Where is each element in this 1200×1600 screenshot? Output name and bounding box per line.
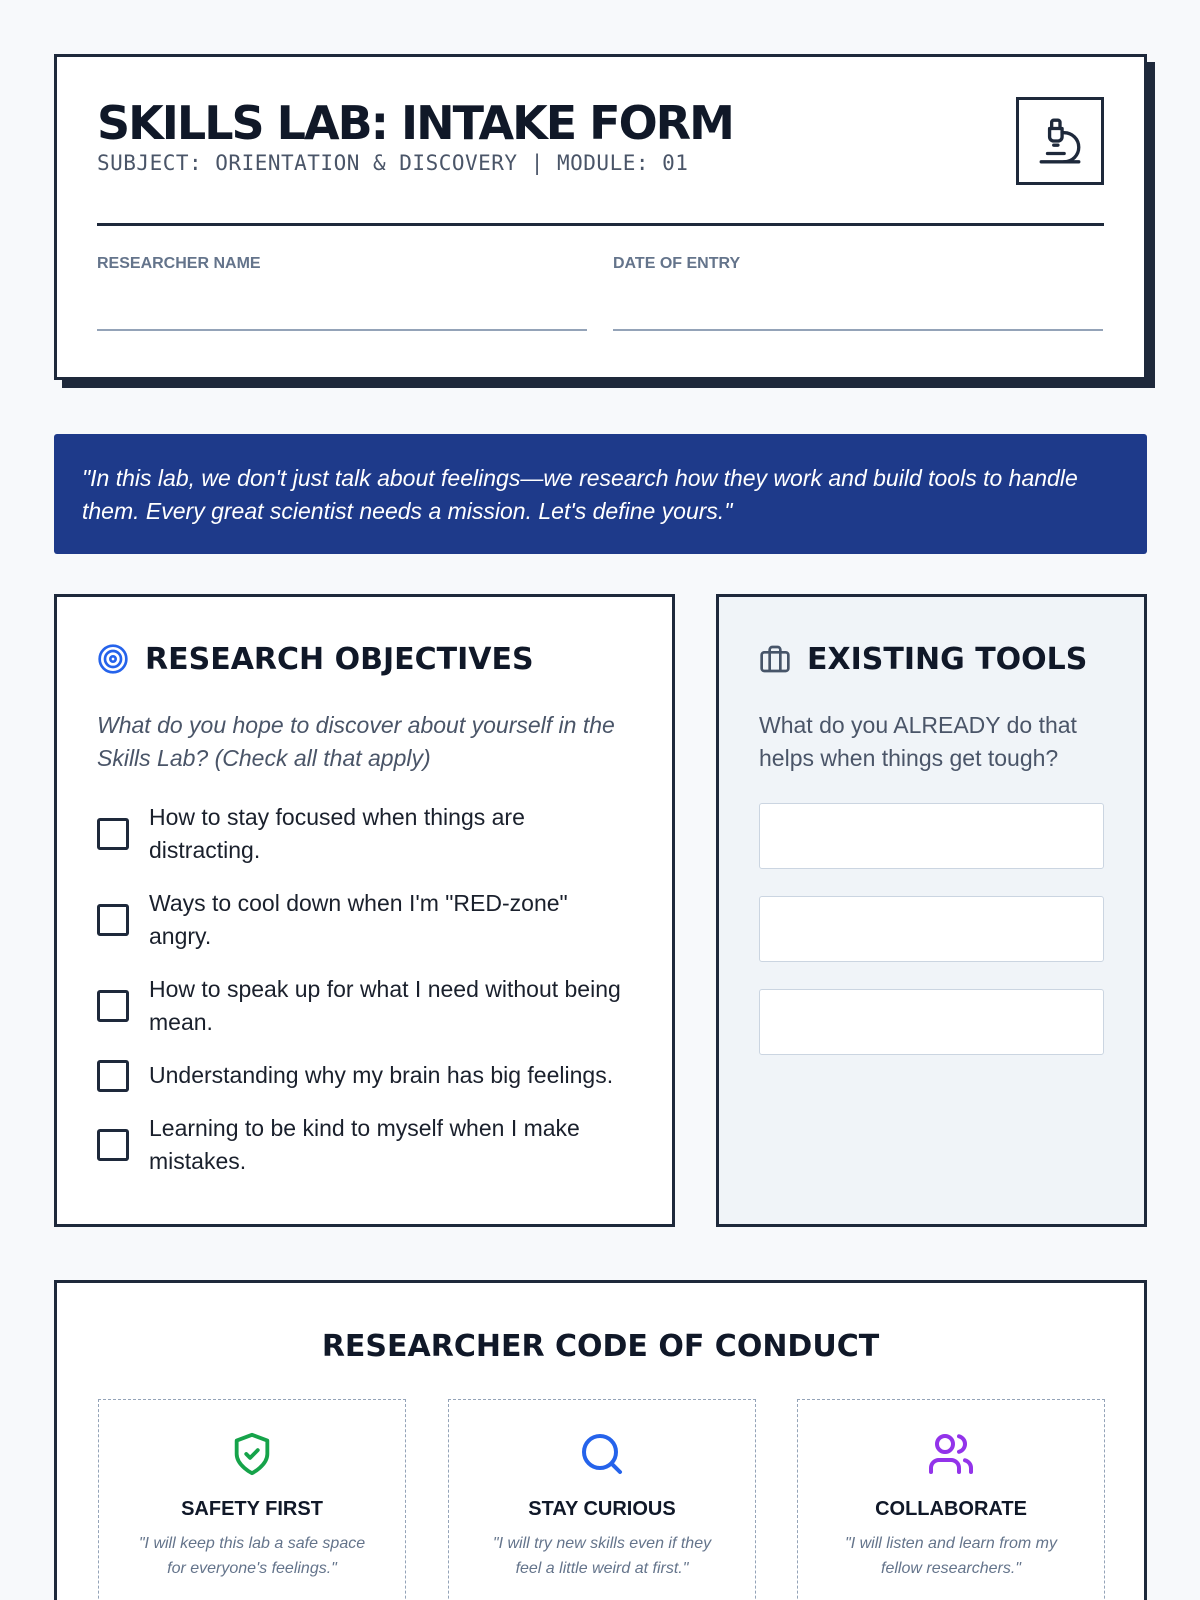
tools-prompt: What do you ALREADY do that helps when things get tough?: [759, 712, 1077, 771]
objective-label: Understanding why my brain has big feelings.: [149, 1062, 614, 1088]
tools-title: EXISTING TOOLS: [807, 641, 1088, 677]
objectives-prompt: What do you hope to discover about yourself in the Skills Lab? (Check all that apply): [97, 712, 615, 771]
rule-quote: "I will keep this lab a safe space for everyone's feelings.": [138, 1535, 366, 1577]
rule-title: COLLABORATE: [875, 1498, 1027, 1520]
conduct-title: RESEARCHER CODE OF CONDUCT: [321, 1329, 880, 1364]
rule-card-safety: [98, 1399, 406, 1600]
objective-item[interactable]: [97, 887, 632, 953]
page-subtitle: SUBJECT: ORIENTATION & DISCOVERY | MODULE: 01: [97, 151, 689, 175]
objective-checkbox[interactable]: [97, 990, 129, 1022]
objective-item[interactable]: [97, 1112, 632, 1178]
date-of-entry-field[interactable]: [613, 255, 1103, 273]
header-divider: [97, 223, 1104, 226]
objective-checkbox[interactable]: [97, 904, 129, 936]
research-objectives-panel: [54, 594, 675, 1227]
tool-input-1[interactable]: [759, 803, 1104, 869]
objective-item[interactable]: [97, 1059, 632, 1092]
date-of-entry-label: DATE OF ENTRY: [613, 255, 741, 272]
rule-title: SAFETY FIRST: [181, 1498, 323, 1520]
tool-input-2[interactable]: [759, 896, 1104, 962]
objective-item[interactable]: [97, 801, 632, 867]
rule-card-curious: [448, 1399, 756, 1600]
objective-label: Ways to cool down when I'm "RED-zone" angry.: [149, 890, 568, 949]
toolbox-icon: [759, 642, 793, 676]
objective-item[interactable]: [97, 973, 632, 1039]
researcher-name-label: RESEARCHER NAME: [97, 255, 261, 272]
mission-quote-text: "In this lab, we don't just talk about feelings—we research how they work and build tools to handle them. Every great scientist needs a mission. Let's define yours.": [82, 465, 1078, 524]
search-icon: [449, 1428, 755, 1480]
shield-check-icon: [99, 1428, 405, 1480]
rule-quote: "I will listen and learn from my fellow researchers.": [845, 1535, 1057, 1577]
intake-header-card: [54, 54, 1147, 380]
objective-label: How to stay focused when things are distracting.: [149, 804, 525, 863]
objectives-checklist: [97, 801, 632, 1178]
objective-checkbox[interactable]: [97, 818, 129, 850]
objectives-header: [97, 641, 632, 677]
tool-input-3[interactable]: [759, 989, 1104, 1055]
users-icon: [798, 1428, 1104, 1480]
date-of-entry-line[interactable]: [613, 329, 1103, 331]
mission-quote-banner: [54, 434, 1147, 554]
target-icon: [97, 642, 131, 676]
code-of-conduct-panel: [54, 1280, 1147, 1600]
existing-tools-panel: [716, 594, 1147, 1227]
tools-header: [759, 641, 1104, 677]
objective-label: How to speak up for what I need without being mean.: [149, 976, 621, 1035]
page-title: SKILLS LAB: INTAKE FORM: [97, 96, 733, 150]
tool-inputs: [759, 803, 1104, 1055]
rule-quote: "I will try new skills even if they feel a little weird at first.": [492, 1535, 712, 1577]
objective-checkbox[interactable]: [97, 1060, 129, 1092]
objective-checkbox[interactable]: [97, 1129, 129, 1161]
microscope-icon: [1016, 97, 1104, 185]
objectives-title: RESEARCH OBJECTIVES: [145, 641, 534, 677]
rule-title: STAY CURIOUS: [528, 1498, 676, 1520]
researcher-name-field[interactable]: [97, 255, 587, 273]
researcher-name-line[interactable]: [97, 329, 587, 331]
rule-card-collaborate: [797, 1399, 1105, 1600]
objective-label: Learning to be kind to myself when I make mistakes.: [149, 1115, 580, 1174]
